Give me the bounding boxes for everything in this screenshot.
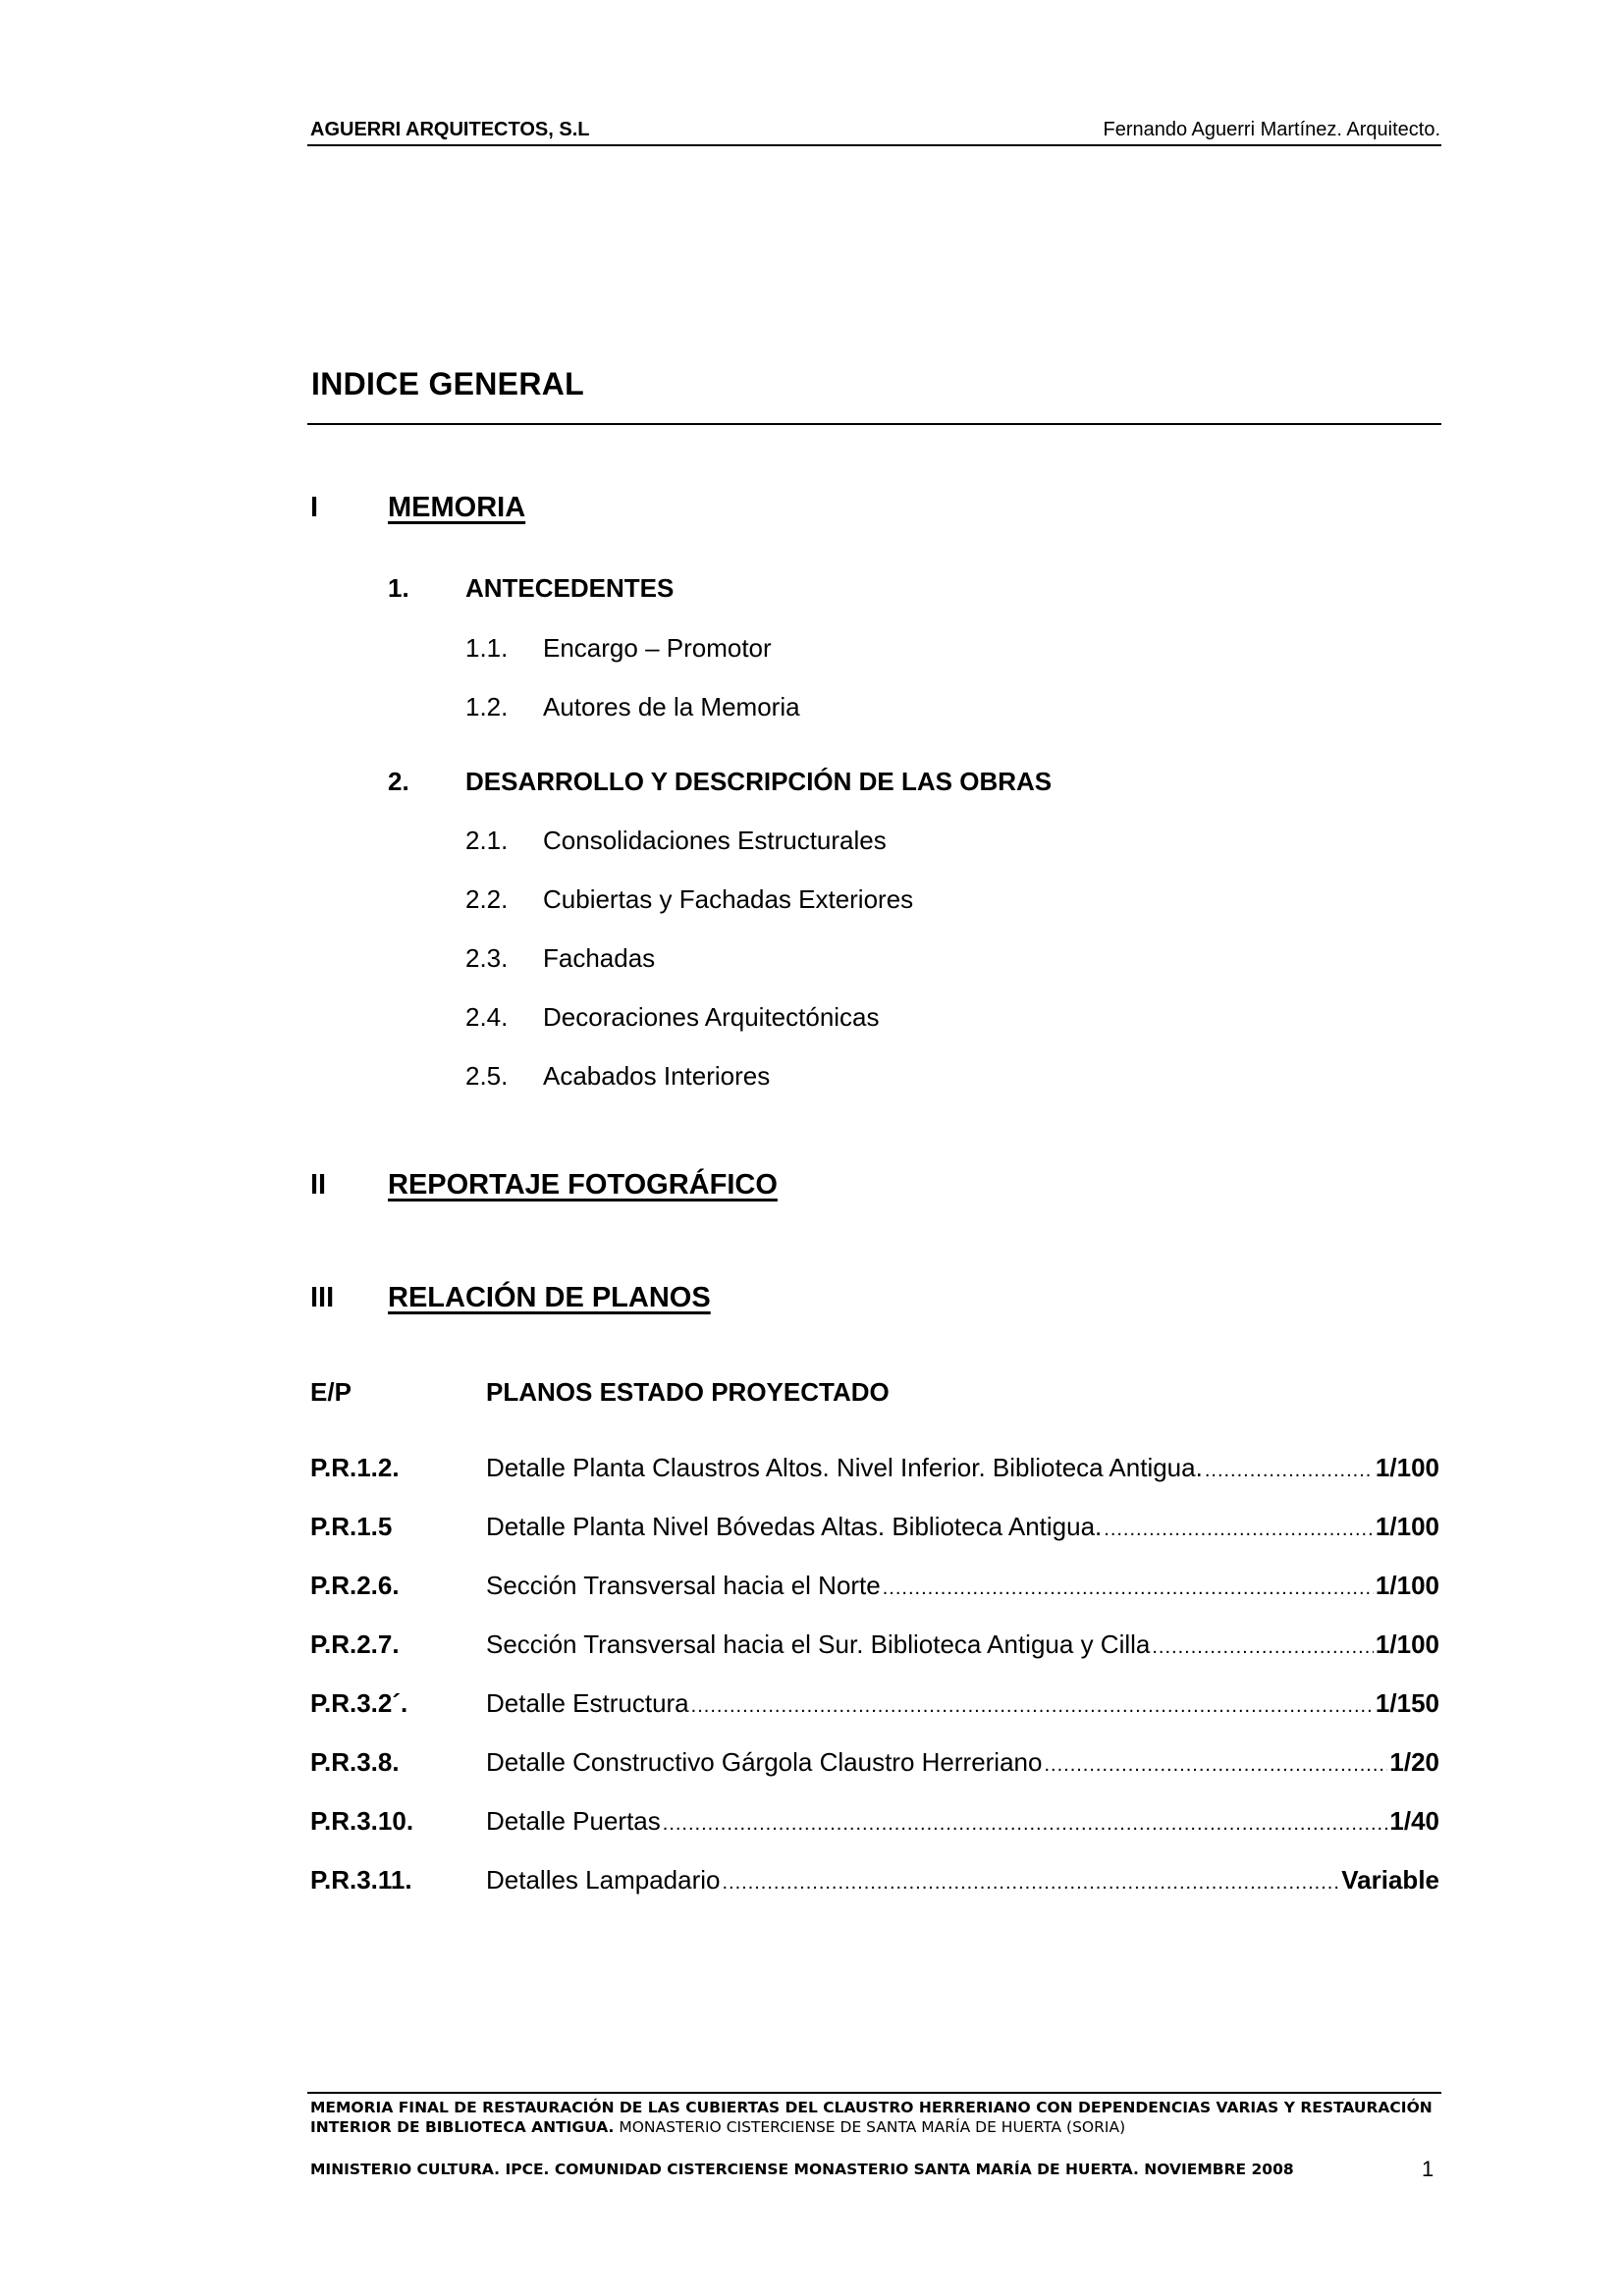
plan-description: Detalle Planta Nivel Bóvedas Altas. Biblioteca Antigua. (486, 1512, 1103, 1541)
plan-code: P.R.3.10. (310, 1806, 414, 1836)
item-label: Consolidaciones Estructurales (543, 826, 887, 855)
plan-code: P.R.3.2´. (310, 1688, 408, 1718)
dot-leader (883, 1577, 1374, 1600)
chapter-number: 1. (388, 573, 409, 603)
dot-leader (1104, 1519, 1374, 1541)
dot-leader (1044, 1754, 1387, 1777)
plan-scale: 1/100 (1375, 1512, 1439, 1541)
section-heading-planos[interactable] (310, 1282, 711, 1314)
item-label: Cubiertas y Fachadas Exteriores (543, 884, 914, 914)
toc-item[interactable] (465, 943, 655, 974)
toc-item[interactable] (465, 633, 772, 664)
chapter-label: ANTECEDENTES (465, 573, 675, 603)
plan-row[interactable] (310, 1512, 1439, 1542)
item-number: 1.1. (465, 633, 509, 663)
plan-row[interactable] (310, 1747, 1439, 1778)
plan-code: P.R.2.7. (310, 1629, 400, 1659)
footer-project-title: MEMORIA FINAL DE RESTAURACIÓN DE LAS CUBIERTAS DEL CLAUSTRO HERRERIANO CON DEPENDENCIAS VARIAS Y RESTAURACIÓN (310, 2099, 1433, 2116)
item-number: 2.1. (465, 826, 509, 855)
item-number: 1.2. (465, 692, 509, 721)
plan-row[interactable] (310, 1453, 1439, 1483)
plan-code: P.R.1.2. (310, 1453, 400, 1482)
item-number: 2.5. (465, 1061, 509, 1091)
dot-leader (691, 1695, 1374, 1718)
plan-description: Sección Transversal hacia el Sur. Biblioteca Antigua y Cilla (486, 1629, 1151, 1659)
section-heading-memoria[interactable] (310, 492, 525, 524)
plan-scale: Variable (1341, 1865, 1439, 1895)
page-number: 1 (1422, 2157, 1434, 2181)
dot-leader (1152, 1636, 1374, 1659)
plans-group-code: E/P (310, 1377, 352, 1407)
toc-item[interactable] (465, 692, 800, 722)
plan-description: Detalle Estructura (486, 1688, 689, 1718)
plan-description: Detalle Puertas (486, 1806, 661, 1836)
section-number: I (310, 492, 319, 523)
section-label: RELACIÓN DE PLANOS (388, 1282, 711, 1313)
plan-code: P.R.2.6. (310, 1571, 400, 1600)
plans-group-label: PLANOS ESTADO PROYECTADO (486, 1377, 890, 1407)
footer-location-regular: MONASTERIO CISTERCIENSE DE SANTA MARÍA DE HUERTA (SORIA) (614, 2118, 1126, 2136)
header-company: AGUERRI ARQUITECTOS, S.L (310, 119, 590, 140)
page-title: INDICE GENERAL (311, 366, 584, 401)
item-label: Fachadas (543, 943, 656, 973)
section-heading-reportaje[interactable] (310, 1169, 778, 1201)
toc-item[interactable] (465, 826, 887, 856)
plan-description: Sección Transversal hacia el Norte (486, 1571, 881, 1600)
header-rule (307, 144, 1441, 146)
item-number: 2.2. (465, 884, 509, 914)
dot-leader (1205, 1460, 1374, 1482)
plan-row[interactable] (310, 1629, 1439, 1660)
plan-description: Detalle Constructivo Gárgola Claustro Herreriano (486, 1747, 1043, 1777)
item-number: 2.3. (465, 943, 509, 973)
plan-code: P.R.3.11. (310, 1865, 412, 1895)
footer-client: MINISTERIO CULTURA. IPCE. COMUNIDAD CISTERCIENSE MONASTERIO SANTA MARÍA DE HUERTA. NOVIEMBRE 2008 (310, 2161, 1294, 2178)
plan-row[interactable] (310, 1806, 1439, 1837)
toc-item[interactable] (465, 1002, 880, 1033)
chapter-number: 2. (388, 767, 409, 796)
footer-rule (307, 2092, 1441, 2094)
section-number: II (310, 1169, 327, 1201)
plan-scale: 1/20 (1389, 1747, 1439, 1777)
plan-code: P.R.1.5 (310, 1512, 393, 1541)
plan-scale: 1/100 (1375, 1571, 1439, 1600)
plan-scale: 1/150 (1375, 1688, 1439, 1718)
header-author: Fernando Aguerri Martínez. Arquitecto. (1103, 119, 1440, 140)
section-number: III (310, 1282, 335, 1313)
title-rule (307, 423, 1441, 425)
section-label: MEMORIA (388, 492, 526, 523)
item-label: Decoraciones Arquitectónicas (543, 1002, 880, 1032)
plan-scale: 1/100 (1375, 1629, 1439, 1659)
item-number: 2.4. (465, 1002, 509, 1032)
section-label: REPORTAJE FOTOGRÁFICO (388, 1169, 778, 1201)
toc-item[interactable] (465, 884, 913, 915)
plan-scale: 1/100 (1375, 1453, 1439, 1482)
chapter-label: DESARROLLO Y DESCRIPCIÓN DE LAS OBRAS (465, 767, 1053, 796)
dot-leader (663, 1813, 1388, 1836)
item-label: Encargo – Promotor (543, 633, 772, 663)
plan-row[interactable] (310, 1688, 1439, 1719)
plan-row[interactable] (310, 1865, 1439, 1896)
item-label: Autores de la Memoria (543, 692, 800, 721)
item-label: Acabados Interiores (543, 1061, 771, 1091)
dot-leader (722, 1872, 1339, 1895)
footer-location-bold: INTERIOR DE BIBLIOTECA ANTIGUA. (310, 2118, 615, 2136)
plan-description: Detalle Planta Claustros Altos. Nivel Inferior. Biblioteca Antigua. (486, 1453, 1203, 1482)
plan-scale: 1/40 (1389, 1806, 1439, 1836)
chapter-antecedentes[interactable] (388, 573, 674, 604)
plan-row[interactable] (310, 1571, 1439, 1601)
plan-description: Detalles Lampadario (486, 1865, 721, 1895)
chapter-desarrollo[interactable] (388, 767, 1052, 797)
plan-code: P.R.3.8. (310, 1747, 400, 1777)
toc-item[interactable] (465, 1061, 770, 1092)
footer-project-location (310, 2118, 1125, 2136)
